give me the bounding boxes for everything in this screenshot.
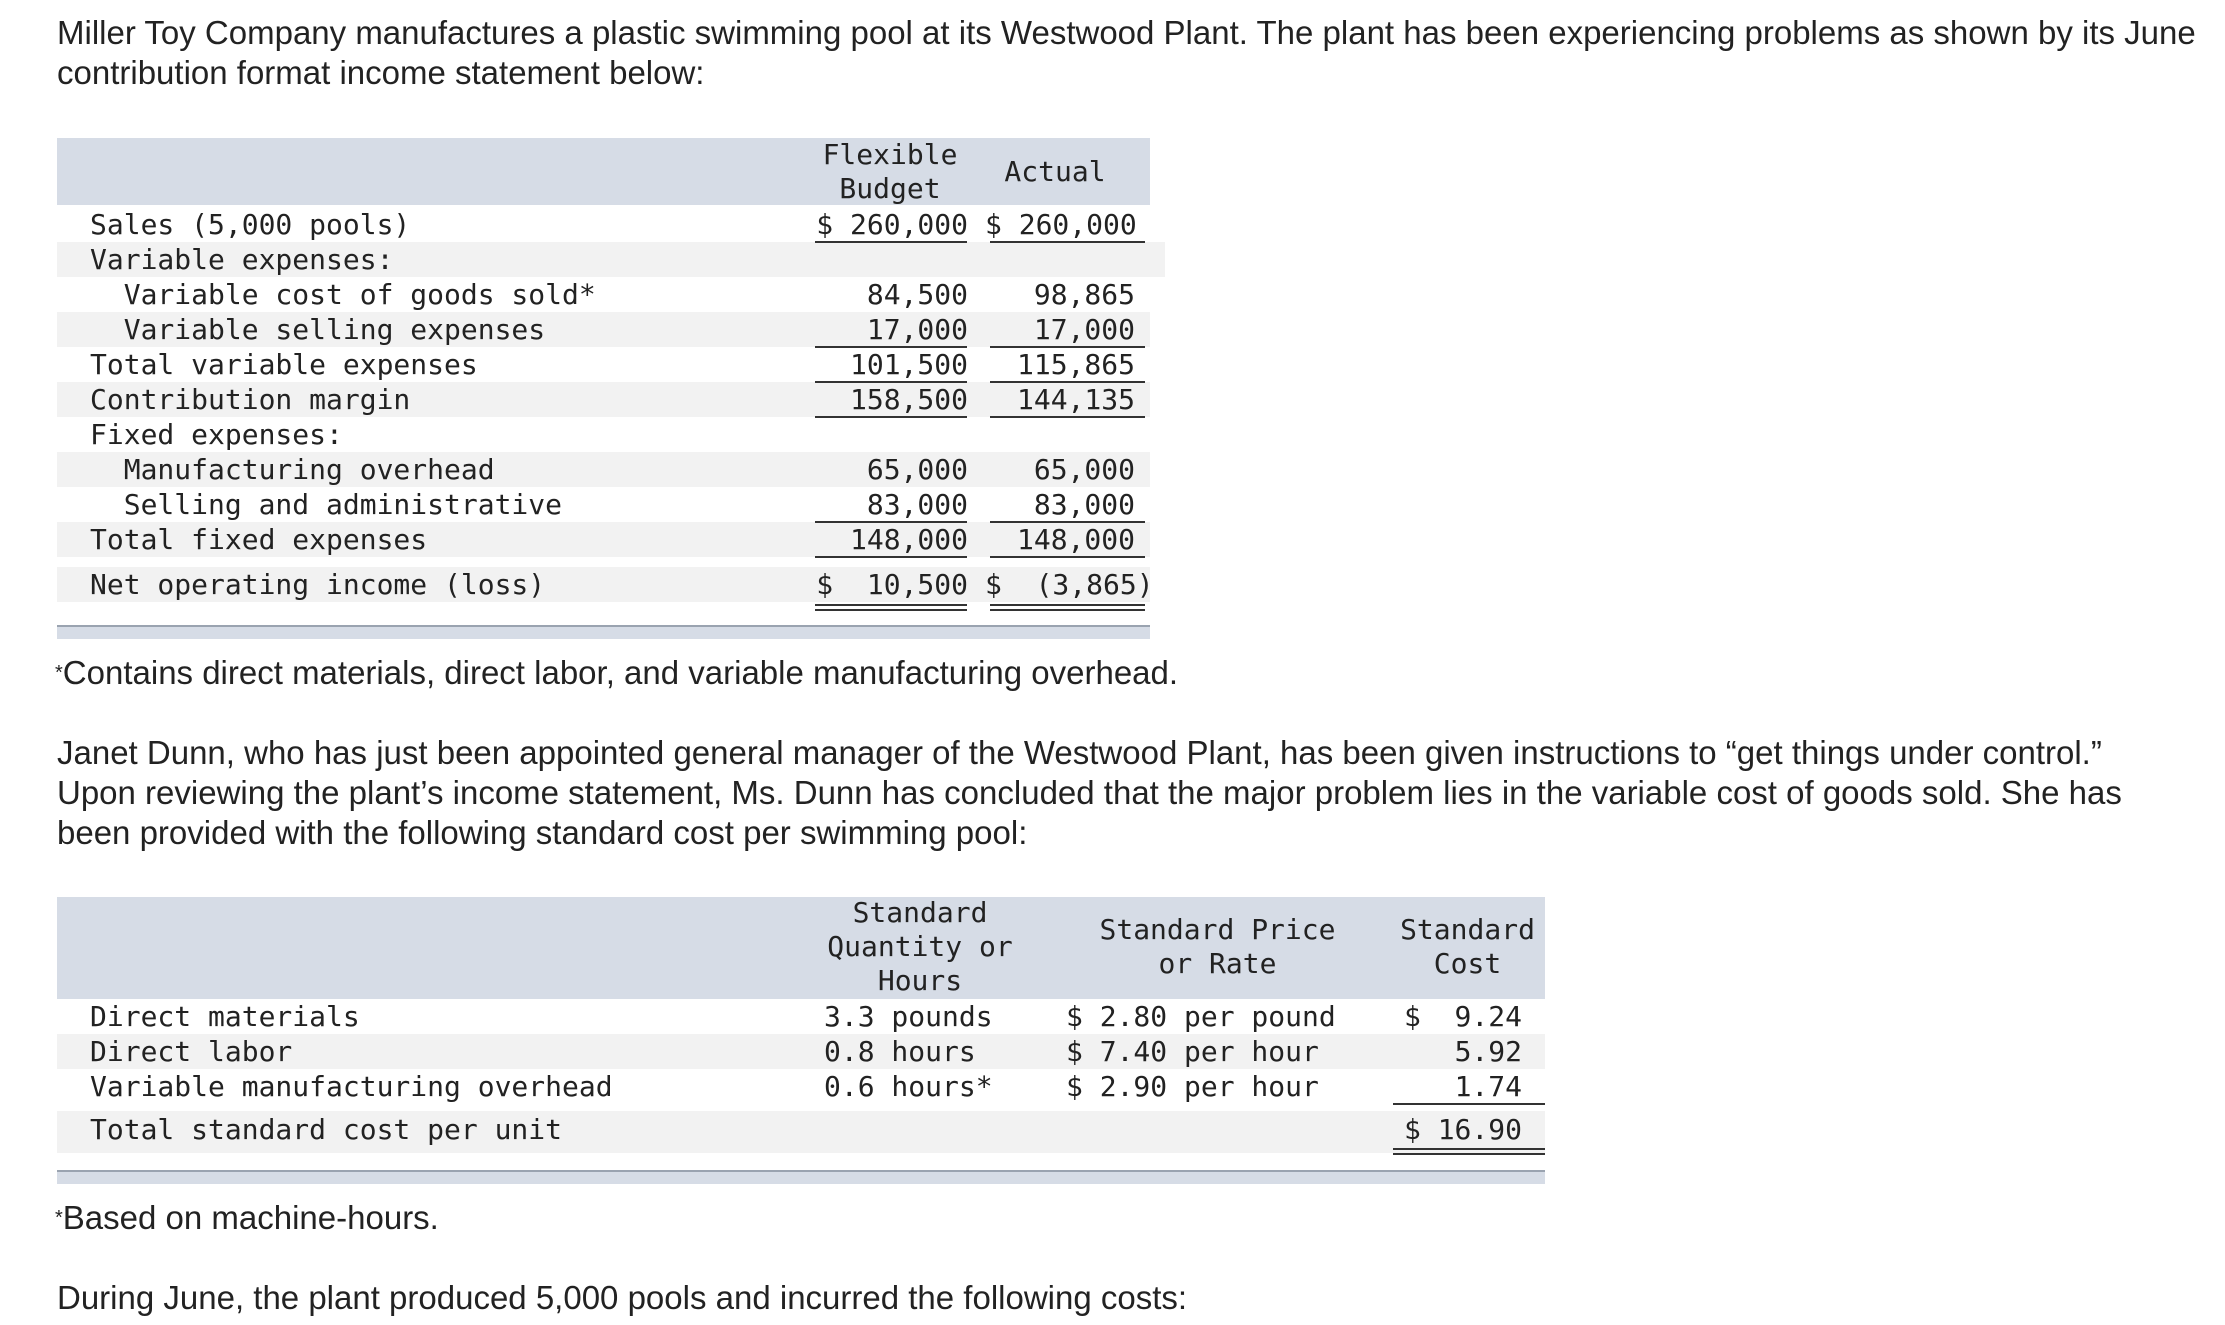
actual-value: 148,000 xyxy=(1016,523,1135,556)
underline xyxy=(1393,1103,1545,1105)
table-row-label: Direct labor xyxy=(90,1035,293,1068)
table-row-label: Direct materials xyxy=(90,1000,360,1033)
flexible-budget-value: 84,500 xyxy=(866,278,968,311)
standard-price-value: $ 2.90 per hour xyxy=(1066,1070,1319,1103)
standard-price-value: $ 2.80 per pound xyxy=(1066,1000,1336,1033)
footnote xyxy=(55,653,1178,693)
table-row-label: Selling and administrative xyxy=(90,488,563,521)
actual-value: $ 260,000 xyxy=(985,208,1137,241)
underline xyxy=(815,381,967,383)
table-row-label: Total variable expenses xyxy=(90,348,478,381)
table-row-label: Manufacturing overhead xyxy=(90,453,495,486)
closing-paragraph: During June, the plant produced 5,000 pools and incurred the following costs: xyxy=(57,1279,1188,1316)
standard-quantity-value: 0.8 hours xyxy=(824,1035,976,1068)
actual-value: 17,000 xyxy=(1033,313,1135,346)
flexible-budget-header: Flexible Budget xyxy=(822,138,958,205)
underline xyxy=(815,521,967,523)
standard-cost-value: 5.92 xyxy=(1454,1035,1522,1068)
intro-paragraph: Miller Toy Company manufactures a plastic swimming pool at its Westwood Plant. The plant has been experiencing problems as shown by its June contribution format income statement below: xyxy=(57,14,2196,91)
table-row-label: Contribution margin xyxy=(90,383,411,416)
table-footer-band xyxy=(57,625,1150,639)
table-row-label: Net operating income (loss) xyxy=(90,568,546,601)
underline xyxy=(815,416,967,418)
flexible-budget-value: $ 10,500 xyxy=(816,568,968,601)
underline xyxy=(990,346,1145,348)
standard-quantity-value: 3.3 pounds xyxy=(824,1000,993,1033)
underline xyxy=(815,241,967,243)
flexible-budget-value: 83,000 xyxy=(866,488,968,521)
actual-value: 83,000 xyxy=(1033,488,1135,521)
standard-cost-value: $ 9.24 xyxy=(1403,1000,1522,1033)
flexible-budget-value: 65,000 xyxy=(866,453,968,486)
standard-price-header: Standard Price or Rate xyxy=(1099,913,1336,980)
table-row-label: Total standard cost per unit xyxy=(90,1113,563,1146)
table-row-label: Fixed expenses: xyxy=(90,418,343,451)
underline xyxy=(990,381,1145,383)
table-row-label: Variable manufacturing overhead xyxy=(90,1070,613,1103)
actual-header: Actual xyxy=(1004,155,1106,188)
flexible-budget-value: 17,000 xyxy=(866,313,968,346)
flexible-budget-value: 158,500 xyxy=(849,383,968,416)
flexible-budget-value: $ 260,000 xyxy=(816,208,968,241)
table-row-label: Total fixed expenses xyxy=(90,523,428,556)
actual-value: 115,865 xyxy=(1016,348,1135,381)
underline xyxy=(990,241,1145,243)
standard-quantity-value: 0.6 hours* xyxy=(824,1070,993,1103)
underline xyxy=(815,556,967,558)
standard-cost-header: Standard Cost xyxy=(1400,913,1535,980)
second-paragraph: Janet Dunn, who has just been appointed general manager of the Westwood Plant, has been given instructions to “get things under control.” Upon reviewing the plant’s income statement, Ms. Dunn has concluded that the major problem lies in the variable cost of goods sold. She has been provided with the following standard cost per swimming pool: xyxy=(57,734,2122,851)
actual-value: 98,865 xyxy=(1033,278,1135,311)
actual-value: $ (3,865) xyxy=(985,568,1154,601)
footnote-text: Contains direct materials, direct labor, and variable manufacturing overhead. xyxy=(62,654,1179,691)
underline xyxy=(990,416,1145,418)
standard-cost-value: $ 16.90 xyxy=(1403,1113,1522,1146)
footnote xyxy=(55,1198,439,1238)
double-underline xyxy=(1393,1148,1545,1155)
flexible-budget-value: 101,500 xyxy=(849,348,968,381)
table-footer-band xyxy=(57,1170,1545,1184)
table-row-label: Variable cost of goods sold* xyxy=(90,278,596,311)
underline xyxy=(990,556,1145,558)
underline xyxy=(990,521,1145,523)
flexible-budget-value: 148,000 xyxy=(849,523,968,556)
double-underline xyxy=(990,604,1145,611)
footnote-mark: * xyxy=(55,662,63,684)
standard-price-value: $ 7.40 per hour xyxy=(1066,1035,1319,1068)
actual-value: 65,000 xyxy=(1033,453,1135,486)
table-row-label: Variable selling expenses xyxy=(90,313,546,346)
standard-cost-value: 1.74 xyxy=(1454,1070,1522,1103)
double-underline xyxy=(815,604,967,611)
footnote-text: Based on machine-hours. xyxy=(62,1199,439,1236)
table-row-label: Variable expenses: xyxy=(90,243,394,276)
standard-quantity-header: Standard Quantity or Hours xyxy=(827,896,1013,997)
footnote-mark: * xyxy=(55,1207,63,1229)
table-row-label: Sales (5,000 pools) xyxy=(90,208,411,241)
actual-value: 144,135 xyxy=(1016,383,1135,416)
underline xyxy=(815,346,967,348)
